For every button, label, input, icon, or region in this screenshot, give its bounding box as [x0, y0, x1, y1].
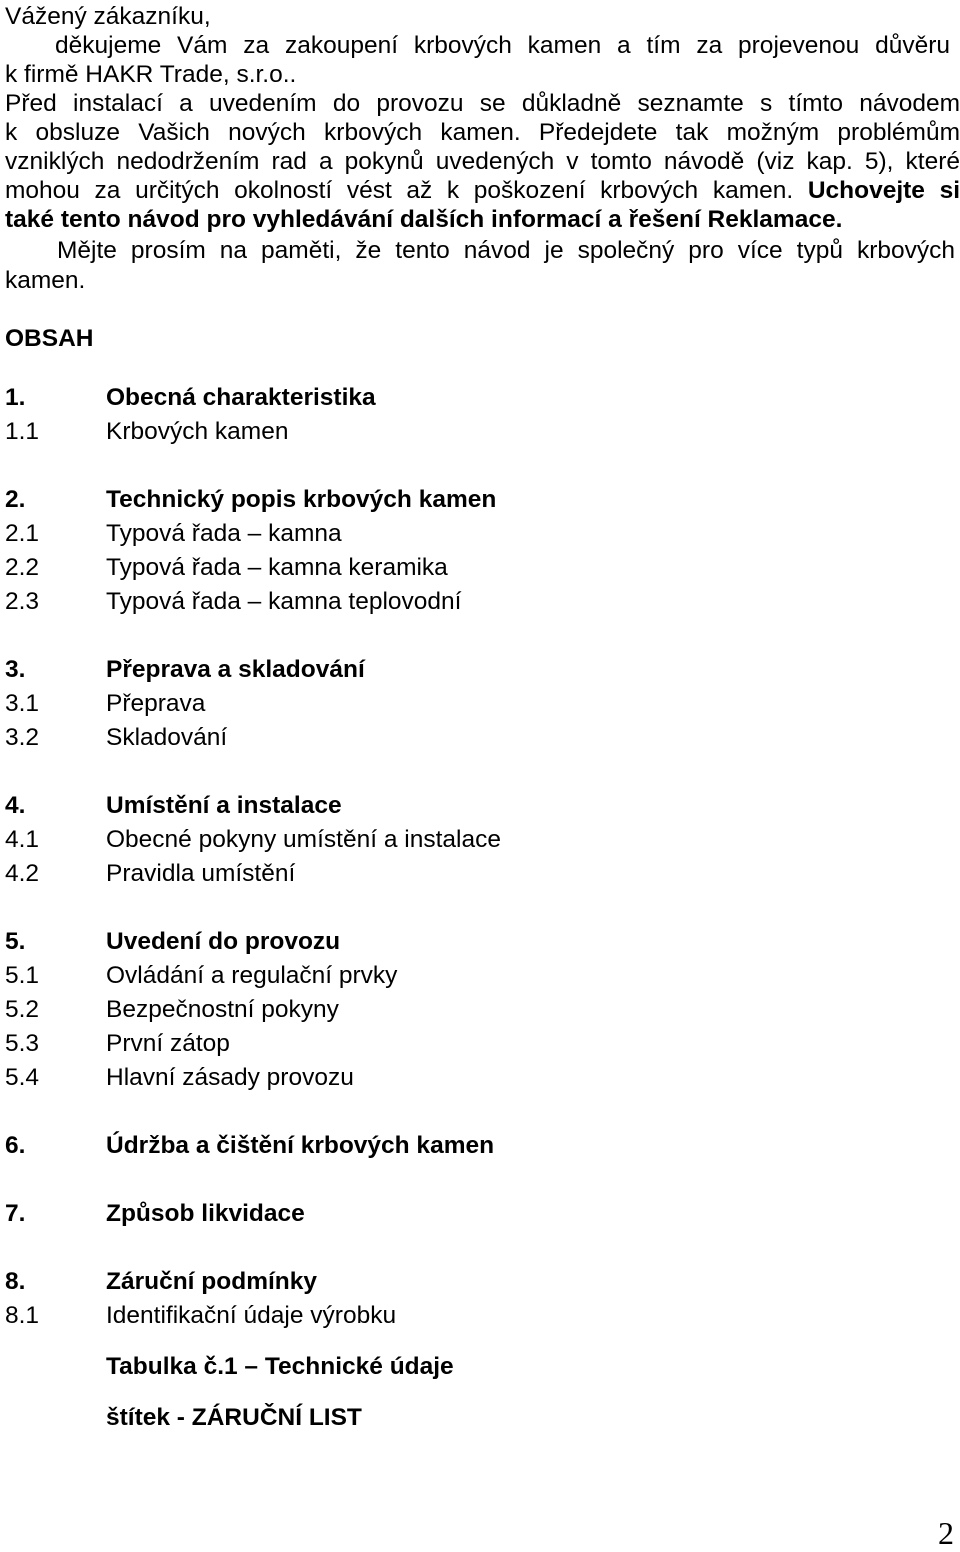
toc-item-title: Hlavní zásady provozu: [106, 1064, 354, 1091]
toc-item-number: 5.3: [5, 1030, 40, 1057]
toc-heading: OBSAH: [5, 325, 94, 352]
intro-line-bold: také tento návod pro vyhledávání dalších informací a řešení Reklamace.: [5, 206, 843, 233]
page-number: 2: [938, 1515, 954, 1551]
toc-item-title: Přeprava a skladování: [106, 656, 365, 683]
toc-item-title: Přeprava: [106, 690, 206, 717]
toc-item-number: 1.: [5, 384, 26, 411]
toc-item-number: 2.: [5, 486, 26, 513]
toc-item-number: 3.: [5, 656, 26, 683]
toc-item-title: Typová řada – kamna keramika: [106, 554, 448, 581]
toc-extra-item: Tabulka č.1 – Technické údaje: [106, 1353, 454, 1380]
toc-item-number: 2.2: [5, 554, 40, 581]
intro-line: Před instalací a uvedením do provozu se důkladně seznamte s tímto návodem: [5, 90, 960, 117]
toc-item-title: První zátop: [106, 1030, 230, 1057]
toc-item-title: Bezpečnostní pokyny: [106, 996, 339, 1023]
toc-item-number: 6.: [5, 1132, 26, 1159]
toc-item-title: Uvedení do provozu: [106, 928, 341, 955]
toc-item-number: 7.: [5, 1200, 26, 1227]
toc-item-title: Krbových kamen: [106, 418, 289, 445]
intro-line: vzniklých nedodržením rad a pokynů uvedených v tomto návodě (viz kap. 5), které: [5, 148, 960, 175]
toc-item-number: 4.: [5, 792, 26, 819]
toc-item-number: 3.2: [5, 724, 40, 751]
intro-line: kamen.: [5, 267, 86, 294]
toc-item-title: Obecná charakteristika: [106, 384, 376, 411]
intro-line: mohou za určitých okolností vést až k poškození krbových kamen. Uchovejte si: [5, 177, 960, 204]
toc-item-number: 4.2: [5, 860, 40, 887]
toc-item-title: Skladování: [106, 724, 228, 751]
toc-item-title: Typová řada – kamna teplovodní: [106, 588, 462, 615]
toc-item-number: 5.2: [5, 996, 40, 1023]
toc-item-number: 5.1: [5, 962, 40, 989]
toc-item-number: 1.1: [5, 418, 40, 445]
toc-item-number: 2.1: [5, 520, 40, 547]
toc-item-title: Údržba a čištění krbových kamen: [106, 1132, 495, 1159]
intro-line: k firmě HAKR Trade, s.r.o..: [5, 61, 297, 88]
greeting: Vážený zákazníku,: [5, 3, 211, 30]
toc-item-number: 3.1: [5, 690, 40, 717]
toc-item-title: Umístění a instalace: [106, 792, 342, 819]
toc-item-title: Způsob likvidace: [106, 1200, 305, 1227]
toc-item-number: 8.1: [5, 1302, 40, 1329]
toc-item-number: 5.: [5, 928, 26, 955]
toc-item-title: Ovládání a regulační prvky: [106, 962, 398, 989]
toc-item-title: Identifikační údaje výrobku: [106, 1302, 397, 1329]
toc-extra-item: štítek - ZÁRUČNÍ LIST: [106, 1404, 362, 1431]
toc-item-number: 4.1: [5, 826, 40, 853]
intro-line: Mějte prosím na paměti, že tento návod je společný pro více typů krbových: [57, 237, 955, 264]
toc-item-number: 2.3: [5, 588, 40, 615]
intro-line: děkujeme Vám za zakoupení krbových kamen a tím za projevenou důvěru: [55, 32, 950, 59]
toc-item-title: Pravidla umístění: [106, 860, 296, 887]
toc-item-title: Technický popis krbových kamen: [106, 486, 497, 513]
toc-item-title: Záruční podmínky: [106, 1268, 318, 1295]
toc-item-title: Obecné pokyny umístění a instalace: [106, 826, 501, 853]
toc-item-number: 5.4: [5, 1064, 40, 1091]
toc-item-number: 8.: [5, 1268, 26, 1295]
intro-line: k obsluze Vašich nových krbových kamen. Předejdete tak možným problémům: [5, 119, 960, 146]
toc-item-title: Typová řada – kamna: [106, 520, 342, 547]
